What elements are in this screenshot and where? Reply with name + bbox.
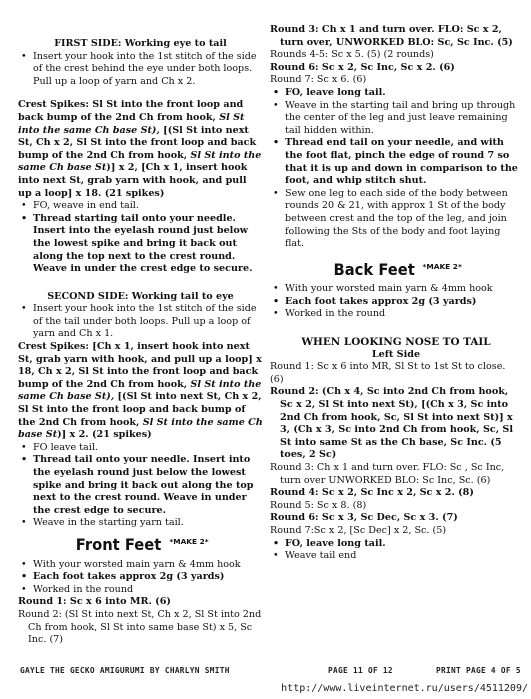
list-item: • FO leave tail. <box>18 442 263 455</box>
source-url: http://www.liveinternet.ru/users/4511209/ <box>281 683 528 694</box>
front-feet-title: Front Feet <box>76 534 162 554</box>
list-item: • Each foot takes approx 2g (3 yards) <box>18 571 263 584</box>
make-2-note: *MAKE 2* <box>169 536 209 546</box>
round-7: Round 7: Sc x 6. (6) <box>270 74 367 86</box>
back-feet-title: Back Feet <box>333 259 415 279</box>
list-item: • With your worsted main yarn & 4mm hook <box>18 559 263 572</box>
left-side-subtitle: Left Side <box>371 348 421 360</box>
list-item: • Sew one leg to each side of the body between rounds 20 & 21, with approx 1 St of the body between crest and the top of the leg, and join following the Sts of the body and foot laying flat. <box>270 188 522 251</box>
list-item: • FO, weave in end tail. <box>18 200 263 213</box>
left-round-1: Round 1: Sc x 6 into MR, Sl St to 1st St to close. (6) <box>270 361 506 385</box>
list-item: • Insert your hook into the 1st stitch of the side of the crest behind the eye under both loops. Pull up a loop of yarn and Ch x 2. <box>18 51 263 89</box>
left-round-2: Round 2: (Ch x 4, Sc into 2nd Ch from hook, Sc x 2, Sl St into next St), [(Ch x 3, Sc into 2nd Ch from hook, Sc, Sl St into next St)] x 3, (Ch x 3, Sc into 2nd Ch from hook, Sc, Sl St into same St as the Ch base, Sc Inc. (5 toes, 2 Sc) <box>270 386 514 461</box>
second-side-title: SECOND SIDE: Working tail to eye <box>47 290 234 302</box>
list-item: • With your worsted main yarn & 4mm hook <box>270 283 522 296</box>
left-round-3: Round 3: Ch x 1 and turn over. FLO: Sc , Sc Inc, turn over UNWORKED BLO: Sc Inc, Sc. (6) <box>270 462 505 486</box>
first-side-title: FIRST SIDE: Working eye to tail <box>54 38 227 49</box>
back-feet-header <box>270 261 522 280</box>
left-round-6: Round 6: Sc x 3, Sc Dec, Sc x 3. (7) <box>270 512 458 524</box>
round-1: Round 1: Sc x 6 into MR. (6) <box>18 596 171 608</box>
round-6: Round 6: Sc x 2, Sc Inc, Sc x 2. (6) <box>270 61 455 73</box>
list-item: • FO, leave long tail. <box>270 538 522 551</box>
list-item: • Weave in the starting tail and bring up through the center of the leg and just leave remaining tail hidden within. <box>270 100 522 138</box>
list-item: • Weave tail end <box>270 550 522 563</box>
left-round-7: Round 7:Sc x 2, [Sc Dec] x 2, Sc. (5) <box>270 524 447 536</box>
list-item: • Insert your hook into the 1st stitch of the side of the tail under both loops. Pull up a loop of yarn and Ch x 1. <box>18 303 263 341</box>
crest-spikes-first: Crest Spikes: Sl St into the front loop and back bump of the 2nd Ch from hook, Sl St into the same Ch base St), [(Sl St into next St, Ch x 2, Sl St into the front loop and back bump of the 2nd Ch from hook, Sl St into the same Ch base St)] x 2, [Ch x 1, insert hook into next St, grab yarn with hook, and pull up a loop] x 18. (21 spikes) <box>18 99 262 199</box>
rounds-4-5: Rounds 4-5: Sc x 5. (5) (2 rounds) <box>270 49 434 61</box>
footer-print-page: PRINT PAGE 4 OF 5 <box>436 666 521 675</box>
list-item: • Thread end tail on your needle, and with the foot flat, pinch the edge of round 7 so that it is up and down in comparison to the foot, and whip stitch shut. <box>270 137 522 187</box>
front-feet-header <box>18 536 263 555</box>
right-column <box>270 24 522 563</box>
footer-page-number: PAGE 11 OF 12 <box>328 666 393 675</box>
list-item: • Worked in the round <box>270 308 522 321</box>
round-3: Round 3: Ch x 1 and turn over. FLO: Sc x 2, turn over, UNWORKED BLO: Sc, Sc Inc. (5) <box>270 24 513 48</box>
left-round-4: Round 4: Sc x 2, Sc Inc x 2, Sc x 2. (8) <box>270 487 474 499</box>
left-round-5: Round 5: Sc x 8. (8) <box>270 499 367 511</box>
make-2-note: *MAKE 2* <box>422 261 462 271</box>
footer-title: GAYLE THE GECKO AMIGURUMI BY CHARLYN SMITH <box>20 666 230 675</box>
list-item: • Each foot takes approx 2g (3 yards) <box>270 296 522 309</box>
list-item: • Worked in the round <box>18 584 263 597</box>
list-item: • FO, leave long tail. <box>270 87 522 100</box>
crest-spikes-second: Crest Spikes: [Ch x 1, insert hook into next St, grab yarn with hook, and pull up a loop] x 18, Ch x 2, Sl St into the front loop and back bump of the 2nd Ch from hook, Sl St into the same Ch base St), [(Sl St into next St, Ch x 2, Sl St into the front loop and back bump of the 2nd Ch from hook, Sl St into the same Ch base St)] x 2. (21 spikes) <box>18 341 263 441</box>
nose-to-tail-title: WHEN LOOKING NOSE TO TAIL <box>301 336 491 349</box>
round-2: Round 2: (Sl St into next St, Ch x 2, Sl St into 2nd Ch from hook, Sl St into same base St) x 5, Sc Inc. (7) <box>18 608 262 646</box>
left-column <box>18 38 263 647</box>
list-item: • Weave in the starting yarn tail. <box>18 517 263 530</box>
list-item: • Thread starting tail onto your needle. Insert into the eyelash round just below the lowest spike and bring it back out along the top next to the crest round. Weave in under the crest edge to secure. <box>18 213 263 276</box>
list-item: • Thread tail onto your needle. Insert into the eyelash round just below the lowest spike and bring it back out along the top next to the crest round. Weave in under the crest edge to secure. <box>18 454 263 517</box>
